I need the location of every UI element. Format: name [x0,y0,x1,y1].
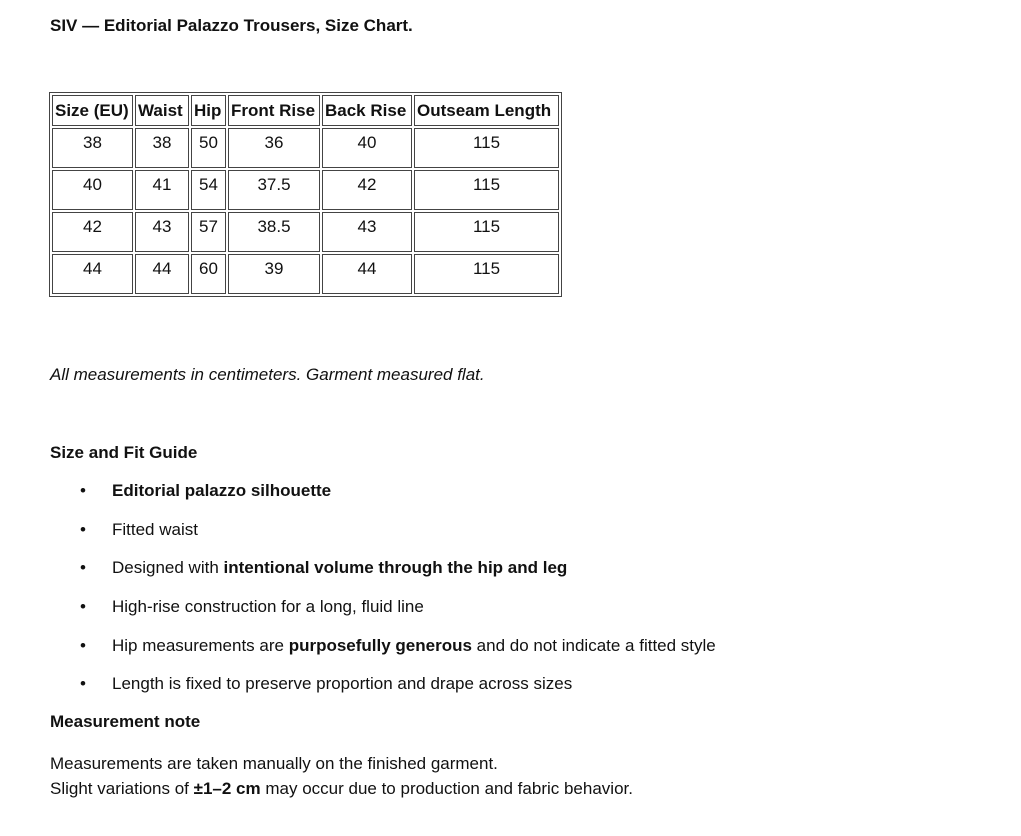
table-cell: 50 [191,128,226,168]
measurement-note-line2 [50,776,633,801]
table-cell: 40 [52,170,133,210]
fit-guide-list [0,478,716,710]
list-item-text: Designed with [112,558,224,578]
list-item-text: Fitted waist [112,519,198,539]
table-cell: 43 [322,212,412,252]
measurement-note-line1: Measurements are taken manually on the finished garment. [50,754,498,773]
size-fit-guide-heading: Size and Fit Guide [50,443,198,462]
measurement-note-heading: Measurement note [50,712,201,731]
table-row [52,212,559,252]
list-item [0,517,716,556]
list-item [0,478,716,517]
list-item-text: High-rise construction for a long, fluid line [112,597,424,617]
list-item-text: and do not indicate a fitted style [471,635,716,655]
header-size: Size (EU) [52,95,133,126]
bullet-icon: • [80,597,86,617]
table-cell: 42 [322,170,412,210]
table-header-row [52,95,559,126]
list-item [0,555,716,594]
bullet-icon: • [80,635,86,655]
table-cell: 42 [52,212,133,252]
table-cell: 44 [135,254,189,294]
measurement-tolerance: ±1–2 cm [193,779,261,798]
measurement-note-line2-start: Slight variations of [50,779,194,798]
list-item [0,594,716,633]
measurement-units-note: All measurements in centimeters. Garment measured flat. [50,365,485,384]
list-item-bold-text: Editorial palazzo silhouette [112,481,332,500]
table-cell: 57 [191,212,226,252]
list-item [0,671,716,710]
list-item-bold-text: intentional volume through the hip and leg [223,558,568,578]
page-title: SIV — Editorial Palazzo Trousers, Size Chart. [50,16,413,35]
measurement-note-line2-end: may occur due to production and fabric behavior. [260,779,633,798]
table-cell: 38.5 [228,212,320,252]
header-hip: Hip [191,95,226,126]
table-cell: 54 [191,170,226,210]
bullet-icon: • [80,558,86,578]
table-cell: 115 [414,212,559,252]
header-waist: Waist [135,95,189,126]
table-cell: 38 [135,128,189,168]
table-cell: 44 [52,254,133,294]
list-item-text: Hip measurements are [112,635,289,655]
table-cell: 36 [228,128,320,168]
header-back-rise: Back Rise [322,95,412,126]
header-front-rise: Front Rise [228,95,320,126]
table-cell: 44 [322,254,412,294]
size-chart-table [49,92,562,297]
table-cell: 115 [414,128,559,168]
list-item-bold-text: purposefully generous [288,635,472,655]
table-cell: 39 [228,254,320,294]
table-cell: 41 [135,170,189,210]
bullet-icon: • [80,674,86,694]
header-outseam-length: Outseam Length [414,95,559,126]
measurement-note-text [50,751,633,801]
table-cell: 115 [414,170,559,210]
table-cell: 43 [135,212,189,252]
list-item [0,633,716,672]
bullet-icon: • [80,481,86,500]
table-row [52,128,559,168]
list-item-text: Length is fixed to preserve proportion and drape across sizes [112,674,573,694]
table-cell: 115 [414,254,559,294]
table-cell: 38 [52,128,133,168]
bullet-icon: • [80,519,86,539]
table-row [52,254,559,294]
table-cell: 37.5 [228,170,320,210]
table-cell: 60 [191,254,226,294]
table-cell: 40 [322,128,412,168]
table-row [52,170,559,210]
